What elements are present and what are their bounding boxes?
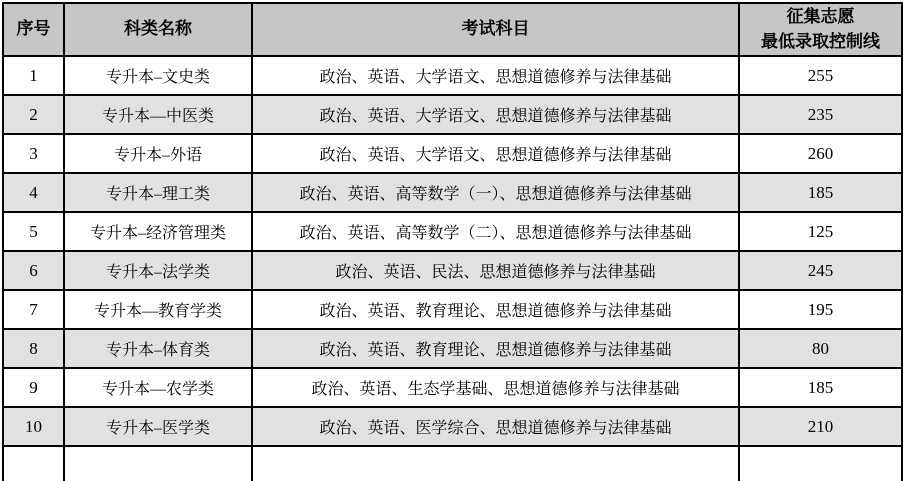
cell-subjects: 政治、英语、大学语文、思想道德修养与法律基础: [252, 95, 739, 134]
table-row: [3, 290, 902, 329]
cell-no: 7: [3, 290, 64, 329]
cell-no: [3, 446, 64, 481]
header-row: [3, 3, 902, 56]
cell-score: 235: [739, 95, 902, 134]
cell-subjects: 政治、英语、民法、思想道德修养与法律基础: [252, 251, 739, 290]
cell-category: 专升本–外语: [64, 134, 252, 173]
cell-category: 专升本–医学类: [64, 407, 252, 446]
cell-score: 185: [739, 173, 902, 212]
cell-score: 195: [739, 290, 902, 329]
cell-score: 210: [739, 407, 902, 446]
cell-score: 245: [739, 251, 902, 290]
cell-category: 专升本—中医类: [64, 95, 252, 134]
table-row: [3, 212, 902, 251]
table-row: [3, 134, 902, 173]
cell-category: [64, 446, 252, 481]
table-row: [3, 56, 902, 95]
cell-no: 1: [3, 56, 64, 95]
col-header-subjects: 考试科目: [252, 3, 739, 56]
cell-category: 专升本–理工类: [64, 173, 252, 212]
col-header-category: 科类名称: [64, 3, 252, 56]
cell-no: 3: [3, 134, 64, 173]
cell-subjects: 政治、英语、大学语文、思想道德修养与法律基础: [252, 134, 739, 173]
cell-score: 185: [739, 368, 902, 407]
cell-no: 4: [3, 173, 64, 212]
cell-subjects: 政治、英语、高等数学（二）、思想道德修养与法律基础: [252, 212, 739, 251]
cell-category: 专升本–体育类: [64, 329, 252, 368]
table-row: [3, 95, 902, 134]
table-row-partial: [3, 446, 902, 481]
cell-score: 80: [739, 329, 902, 368]
table-row: [3, 368, 902, 407]
col-header-no: 序号: [3, 3, 64, 56]
cell-category: 专升本—教育学类: [64, 290, 252, 329]
cell-subjects: 政治、英语、教育理论、思想道德修养与法律基础: [252, 290, 739, 329]
cell-category: 专升本—农学类: [64, 368, 252, 407]
cell-score: 125: [739, 212, 902, 251]
cell-subjects: 政治、英语、大学语文、思想道德修养与法律基础: [252, 56, 739, 95]
cell-no: 5: [3, 212, 64, 251]
cell-subjects: 政治、英语、教育理论、思想道德修养与法律基础: [252, 329, 739, 368]
cell-no: 2: [3, 95, 64, 134]
col-header-score-line2: 最低录取控制线: [761, 31, 880, 51]
table-row: [3, 407, 902, 446]
cell-no: 6: [3, 251, 64, 290]
cell-category: 专升本–法学类: [64, 251, 252, 290]
admission-control-line-table: [2, 2, 903, 481]
cell-no: 10: [3, 407, 64, 446]
table-row: [3, 173, 902, 212]
cell-category: 专升本–文史类: [64, 56, 252, 95]
table-row: [3, 251, 902, 290]
cell-no: 9: [3, 368, 64, 407]
col-header-score-line1: 征集志愿: [786, 6, 855, 26]
cell-category: 专升本–经济管理类: [64, 212, 252, 251]
cell-score: 255: [739, 56, 902, 95]
cell-score: 260: [739, 134, 902, 173]
cell-subjects: 政治、英语、医学综合、思想道德修养与法律基础: [252, 407, 739, 446]
cell-score: [739, 446, 902, 481]
cell-no: 8: [3, 329, 64, 368]
col-header-score: [739, 3, 902, 56]
table-row: [3, 329, 902, 368]
cell-subjects: 政治、英语、生态学基础、思想道德修养与法律基础: [252, 368, 739, 407]
cell-subjects: 政治、英语、高等数学（一）、思想道德修养与法律基础: [252, 173, 739, 212]
cell-subjects: [252, 446, 739, 481]
